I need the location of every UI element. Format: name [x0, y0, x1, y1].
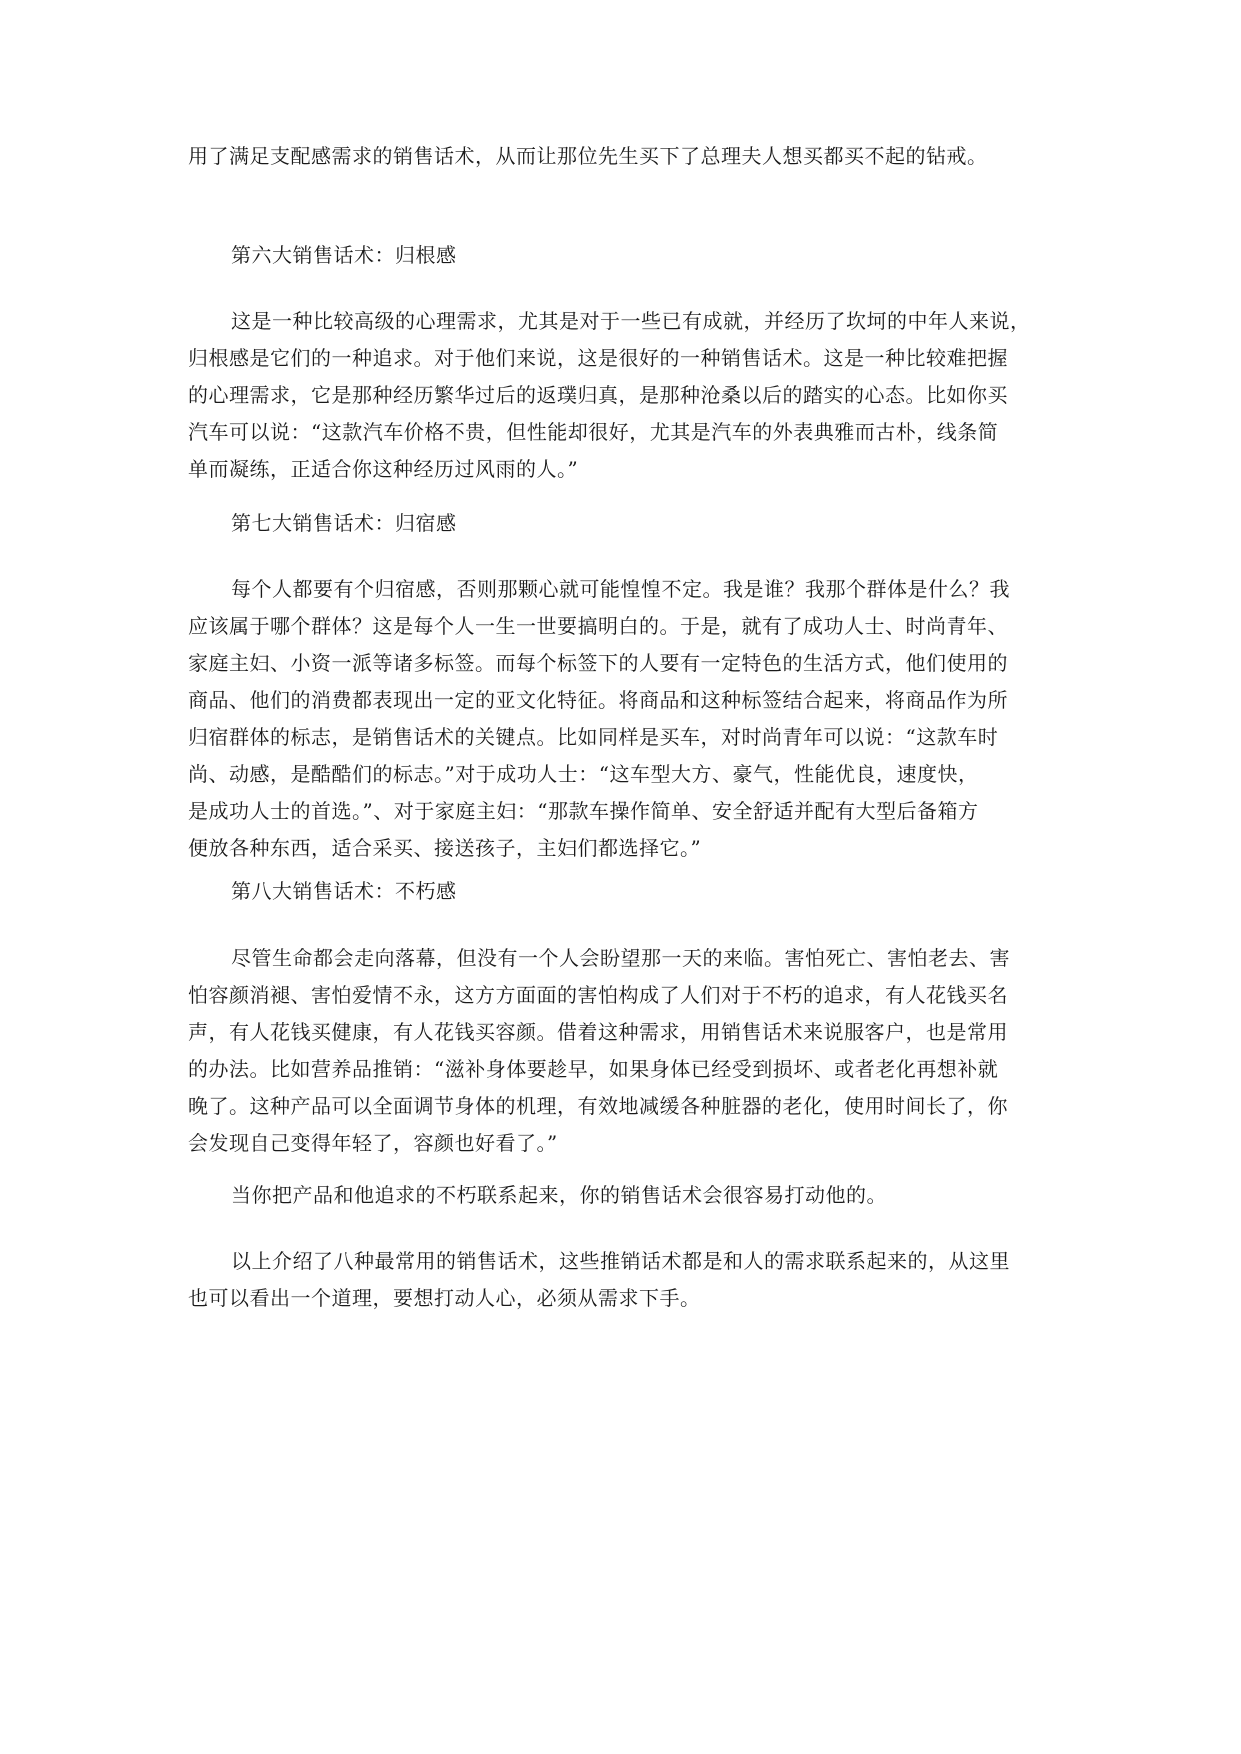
text-line: 尚、动感，是酷酷们的标志。”对于成功人士：“这车型大方、豪气，性能优良，速度快，: [188, 762, 979, 786]
text-line: 这是一种比较高级的心理需求，尤其是对于一些已有成就，并经历了坎坷的中年人来说，: [231, 309, 1031, 333]
text-line: 也可以看出一个道理，要想打动人心，必须从需求下手。: [188, 1286, 701, 1310]
heading-text: 第八大销售话术：不朽感: [231, 879, 457, 903]
text-line: 怕容颜消褪、害怕爱情不永，这方方面面的害怕构成了人们对于不朽的追求，有人花钱买名: [188, 983, 1008, 1007]
text-line: 用了满足支配感需求的销售话术，从而让那位先生买下了总理夫人想买都买不起的钻戒。: [188, 144, 988, 168]
heading-eighth-tactic: [188, 873, 1078, 910]
paragraph-immortality: [188, 940, 1078, 1162]
text-line: 便放各种东西，适合采买、接送孩子，主妇们都选择它。”: [188, 836, 702, 860]
text-line: 是成功人士的首选。”、对于家庭主妇：“那款车操作简单、安全舒适并配有大型后备箱方: [188, 799, 979, 823]
paragraph-identity: [188, 571, 1078, 867]
text-line: 商品、他们的消费都表现出一定的亚文化特征。将商品和这种标签结合起来，将商品作为所: [188, 688, 1008, 712]
text-line: 以上介绍了八种最常用的销售话术，这些推销话术都是和人的需求联系起来的，从这里: [231, 1249, 1010, 1273]
text-line: 家庭主妇、小资一派等诸多标签。而每个标签下的人要有一定特色的生活方式，他们使用的: [188, 651, 1008, 675]
heading-text: 第六大销售话术：归根感: [231, 243, 457, 267]
text-line: 的办法。比如营养品推销：“滋补身体要趁早，如果身体已经受到损坏、或者老化再想补就: [188, 1057, 999, 1081]
text-line: 归根感是它们的一种追求。对于他们来说，这是很好的一种销售话术。这是一种比较难把握: [188, 346, 1008, 370]
paragraph-belonging: [188, 303, 1078, 488]
paragraph-intro-continuation: [188, 138, 1078, 175]
text-line: 归宿群体的标志，是销售话术的关键点。比如同样是买车，对时尚青年可以说：“这款车时: [188, 725, 999, 749]
heading-sixth-tactic: [188, 237, 1078, 274]
text-line: 应该属于哪个群体？这是每个人一生一世要搞明白的。于是，就有了成功人士、时尚青年、: [188, 614, 1008, 638]
text-line: 会发现自己变得年轻了，容颜也好看了。”: [188, 1131, 558, 1155]
text-line: 每个人都要有个归宿感，否则那颗心就可能惶惶不定。我是谁？我那个群体是什么？我: [231, 577, 1010, 601]
text-line: 声，有人花钱买健康，有人花钱买容颜。借着这种需求，用销售话术来说服客户，也是常用: [188, 1020, 1008, 1044]
paragraph-summary: [188, 1243, 1078, 1317]
text-line: 当你把产品和他追求的不朽联系起来，你的销售话术会很容易打动他的。: [231, 1183, 887, 1207]
text-line: 晚了。这种产品可以全面调节身体的机理，有效地减缓各种脏器的老化，使用时间长了，你: [188, 1094, 1008, 1118]
paragraph-connection-note: [188, 1177, 1078, 1214]
heading-seventh-tactic: [188, 505, 1078, 542]
heading-text: 第七大销售话术：归宿感: [231, 511, 457, 535]
text-line: 汽车可以说：“这款汽车价格不贵，但性能却很好，尤其是汽车的外表典雅而古朴，线条简: [188, 420, 999, 444]
text-line: 的心理需求，它是那种经历繁华过后的返璞归真，是那种沧桑以后的踏实的心态。比如你买: [188, 383, 1008, 407]
text-line: 尽管生命都会走向落幕，但没有一个人会盼望那一天的来临。害怕死亡、害怕老去、害: [231, 946, 1010, 970]
text-line: 单而凝练，正适合你这种经历过风雨的人。”: [188, 457, 579, 481]
